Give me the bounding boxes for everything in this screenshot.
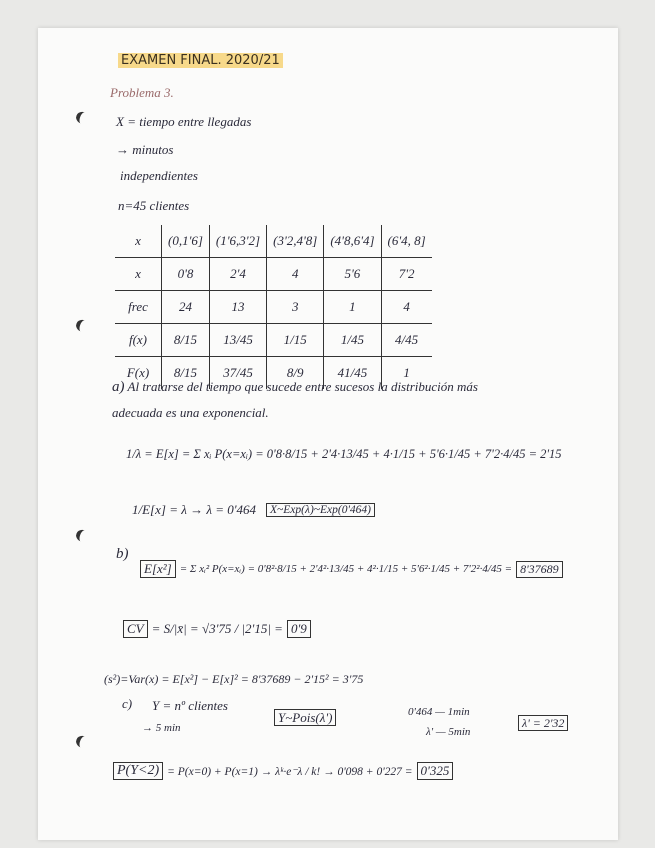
row-label: x [135,233,141,248]
table-cell: (3'2,4'8] [267,225,324,258]
mean-equation: 1/λ = E[x] = Σ xᵢ P(x=xᵢ) = 0'8·8/15 + 2'4·13/45 + 4·1/15 + 5'6·1/45 + 7'2·4/45 = 2'15 [126,447,562,461]
table-cell: 8/9 [267,357,324,390]
prob-box: P(Y<2) [113,762,163,780]
table-cell: 41/45 [324,357,381,390]
table-cell: 0'8 [162,258,210,291]
table-cell: 3 [267,291,324,324]
table-cell: 13/45 [209,324,266,357]
row-label: F(x) [126,365,150,380]
table-cell: 4 [381,291,432,324]
ex2-box: E[x²] [140,560,176,578]
part-a-text: adecuada es una exponencial. [112,405,269,420]
table-cell: 4/45 [381,324,432,357]
prob-result: 0'325 [417,762,454,780]
table-row [115,291,432,324]
part-a-label: a) [112,379,125,395]
table-cell: 1 [324,291,381,324]
lambda-equation: 1/E[x] = λ → λ = 0'464 [132,502,257,517]
cv-result: 0'9 [287,620,311,638]
part-c-def: → 5 min [142,722,181,734]
table-row [115,258,432,291]
table-cell: 4 [267,258,324,291]
rule-line: 0'464 — 1min [408,706,470,718]
table-cell: 5'6 [324,258,381,291]
part-b-label: b) [116,546,129,562]
ex2-equation: = Σ xᵢ² P(x=xᵢ) = 0'8²·8/15 + 2'4²·13/45 + 4²·1/15 + 5'6²·1/45 + 7'2²·4/45 = [179,563,513,575]
table-cell: 13 [209,291,266,324]
table-cell: 37/45 [209,357,266,390]
intro-line: n=45 clientes [118,198,190,213]
lambda-prime-box: λ' = 2'32 [518,715,568,731]
exam-title: EXAMEN FINAL. 2020/21 [118,53,283,68]
table-cell: 1 [381,357,432,390]
rule-line: λ' — 5min [426,726,471,738]
poisson-box: Y~Pois(λ') [274,709,336,726]
table-row [115,225,432,258]
intro-line: X = tiempo entre llegadas [116,114,252,129]
table-cell: (1'6,3'2] [209,225,266,258]
part-a-paragraph [112,374,612,426]
variance-equation: (s²)=Var(x) = E[x²] − E[x]² = 8'37689 − 2'15² = 3'75 [104,672,364,686]
problem-heading: Problema 3. [110,85,174,100]
table-cell: 1/45 [324,324,381,357]
intro-line: independientes [120,168,198,183]
table-cell: 8/15 [162,357,210,390]
part-c-label: c) [122,696,133,711]
row-label: x [135,266,141,281]
frequency-table [115,225,432,389]
table-cell: (4'8,6'4] [324,225,381,258]
table-cell: (6'4, 8] [381,225,432,258]
intro-line: → minutos [116,142,174,157]
row-label: f(x) [128,332,148,347]
table-cell: 24 [162,291,210,324]
prob-equation: = P(x=0) + P(x=1) → λᵏ·e⁻λ / k! → 0'098 + 0'227 = [167,766,413,778]
table-cell: 1/15 [267,324,324,357]
table-cell: 2'4 [209,258,266,291]
table-cell: (0,1'6] [162,225,210,258]
part-c-def: Y = nº clientes [152,698,228,713]
table-cell: 8/15 [162,324,210,357]
cv-equation: = S/|x̄| = √3'75 / |2'15| = [151,621,283,636]
cv-box: CV [123,620,148,638]
row-label: frec [128,299,148,314]
table-row [115,324,432,357]
part-a-text: Al tratarse del tiempo que sucede entre sucesos la distribución más [127,379,478,394]
distribution-box: X~Exp(λ)~Exp(0'464) [266,503,375,517]
ex2-result: 8'37689 [516,561,563,578]
table-cell: 7'2 [381,258,432,291]
